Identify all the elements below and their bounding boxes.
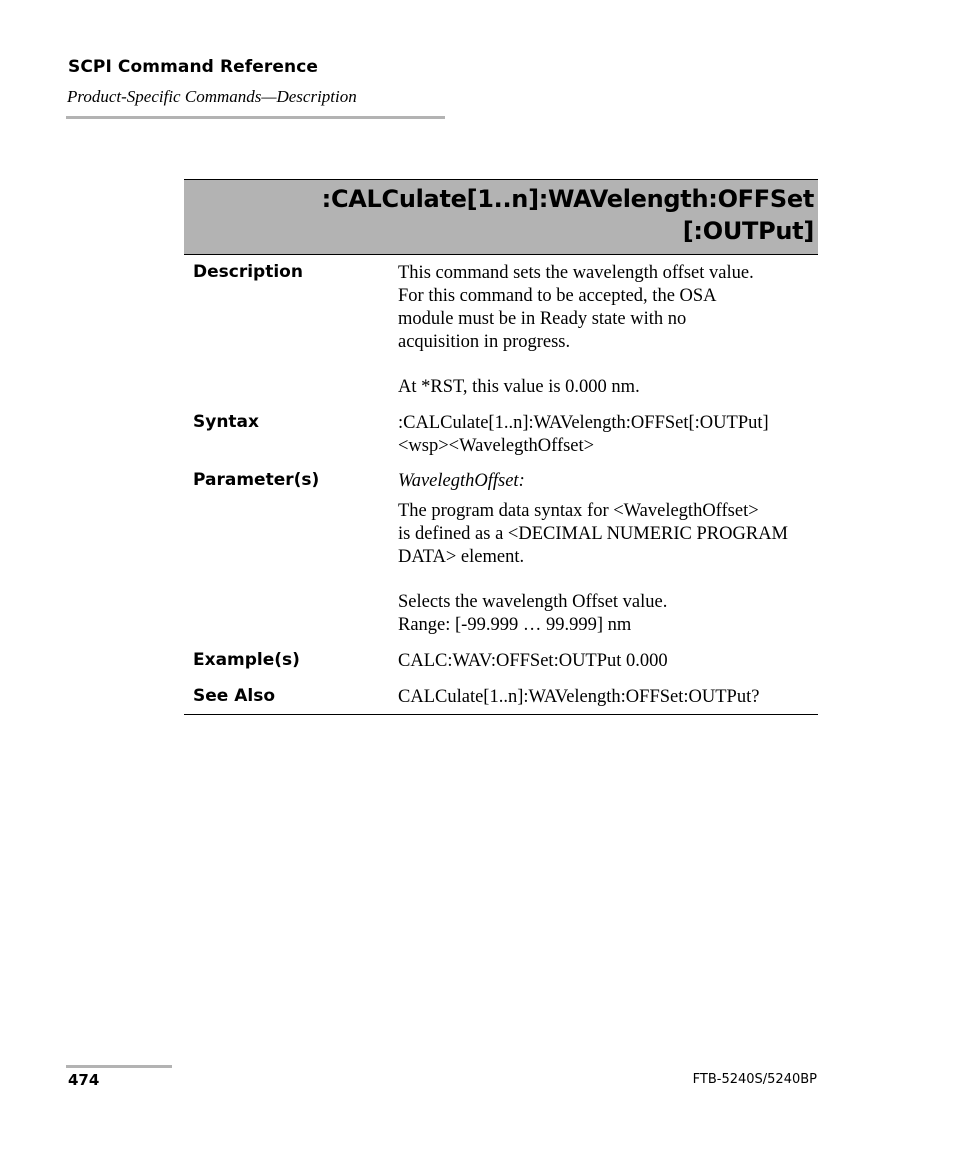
syntax-text xyxy=(398,412,818,458)
parameter-line: Selects the wavelength Offset value. xyxy=(398,592,668,612)
description-text xyxy=(398,262,818,354)
see-also-text: CALCulate[1..n]:WAVelength:OFFSet:OUTPut? xyxy=(398,687,760,707)
parameter-line: Range: [-99.999 … 99.999] nm xyxy=(398,615,632,635)
description-line: For this command to be accepted, the OSA xyxy=(398,286,717,306)
parameters-label: Parameter(s) xyxy=(193,470,320,490)
syntax-label: Syntax xyxy=(193,412,259,432)
parameter-line: DATA> element. xyxy=(398,547,525,567)
description-reset-note: At *RST, this value is 0.000 nm. xyxy=(398,377,640,397)
page-number: 474 xyxy=(68,1071,100,1089)
examples-text: CALC:WAV:OFFSet:OUTPut 0.000 xyxy=(398,651,668,671)
description-line: This command sets the wavelength offset value. xyxy=(398,263,754,283)
command-title-line-1: :CALCulate[1..n]:WAVelength:OFFSet xyxy=(321,185,814,213)
section-title: SCPI Command Reference xyxy=(68,57,319,77)
parameter-line: The program data syntax for <WavelegthOffset> xyxy=(398,501,759,521)
parameter-range-text xyxy=(398,591,818,637)
parameter-syntax-text xyxy=(398,500,818,569)
description-line: acquisition in progress. xyxy=(398,332,571,352)
description-line: module must be in Ready state with no xyxy=(398,309,687,329)
table-bottom-rule xyxy=(184,714,818,715)
syntax-line: :CALCulate[1..n]:WAVelength:OFFSet[:OUTPut] xyxy=(398,413,769,433)
command-title-line-2: [:OUTPut] xyxy=(682,217,814,245)
command-heading-box xyxy=(184,179,818,255)
section-subtitle: Product-Specific Commands—Description xyxy=(67,87,357,106)
see-also-label: See Also xyxy=(193,686,276,706)
syntax-line: <wsp><WavelegthOffset> xyxy=(398,436,595,456)
header-divider xyxy=(66,116,445,119)
footer-divider xyxy=(66,1065,172,1068)
parameter-name: WavelegthOffset: xyxy=(398,471,525,491)
description-label: Description xyxy=(193,262,303,282)
command-title xyxy=(322,183,814,247)
parameter-line: is defined as a <DECIMAL NUMERIC PROGRAM xyxy=(398,524,789,544)
product-name: FTB-5240S/5240BP xyxy=(692,1072,817,1087)
examples-label: Example(s) xyxy=(193,650,300,670)
